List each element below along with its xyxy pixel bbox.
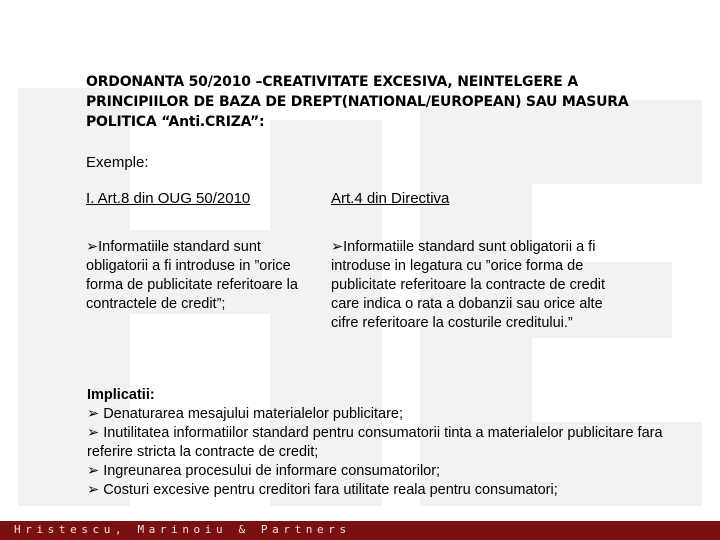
footer-bar (0, 521, 720, 540)
examples-label: Exemple: (86, 154, 149, 171)
arrow-bullet-icon: ➢ (86, 239, 99, 255)
left-column-body: Informatiile standard sunt obligatorii a fi introduse in ”orice forma de publicitate referitoare la contractele de credit”; (86, 239, 298, 312)
arrow-bullet-icon: ➢ (87, 482, 104, 498)
left-column-heading: I. Art.8 din OUG 50/2010 (86, 190, 251, 207)
arrow-bullet-icon: ➢ (87, 463, 104, 479)
left-column-text (86, 238, 326, 314)
page-title: ORDONANTA 50/2010 –CREATIVITATE EXCESIVA, NEINTELGERE A PRINCIPIILOR DE BAZA DE DREPT(NATIONAL/EUROPEAN) SAU MASURA POLITICA “Anti.CRIZA”: (86, 74, 629, 130)
implication-item: ➢ Ingreunarea procesului de informare consumatorilor; (87, 463, 441, 479)
implications-heading: Implicatii: (87, 387, 155, 403)
right-column-heading: Art.4 din Directiva (331, 190, 450, 207)
arrow-bullet-icon: ➢ (331, 239, 344, 255)
implication-item: ➢ Costuri excesive pentru creditori fara utilitate reala pentru consumatori; (87, 482, 558, 498)
right-column-body: Informatiile standard sunt obligatorii a fi introduse in legatura cu ”orice forma de publicitate referitoare la contracte de credit care indica o rata a dobanzii sau orice alte cifre referitoare la costurile creditului.” (331, 239, 606, 331)
right-column-text (331, 238, 611, 333)
implications-section (87, 386, 697, 500)
implication-item: ➢ Inutilitatea informatiilor standard pentru consumatorii tinta a materialelor publicitare fara referire stricta la contracte de credit; (87, 425, 663, 460)
arrow-bullet-icon: ➢ (87, 406, 104, 422)
footer-company-name: Hristescu, Marinoiu & Partners (14, 523, 351, 536)
arrow-bullet-icon: ➢ (87, 425, 104, 441)
implication-item: ➢ Denaturarea mesajului materialelor publicitare; (87, 406, 404, 422)
